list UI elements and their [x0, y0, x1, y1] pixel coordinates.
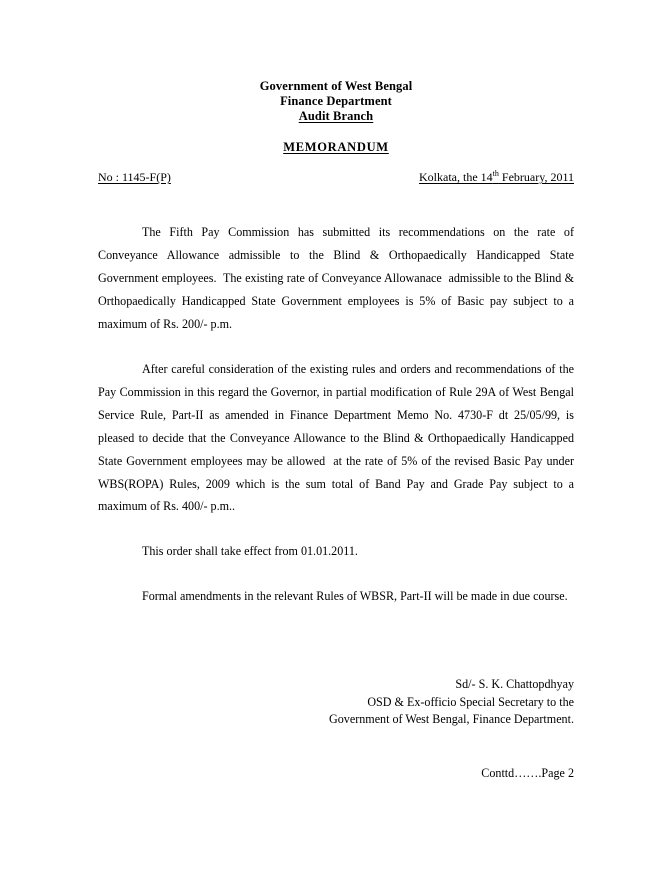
memo-place-and-date [419, 170, 574, 185]
page-footer [98, 766, 574, 781]
body-paragraph-2 [98, 358, 578, 518]
letterhead [0, 79, 672, 125]
letterhead-line-branch: Audit Branch [298, 109, 374, 124]
letterhead-line-government: Government of West Bengal [259, 79, 413, 93]
signatory-department: Government of West Bengal, Finance Department. [329, 712, 574, 726]
body-paragraph-3 [98, 540, 574, 563]
signature-block [98, 676, 574, 729]
paragraph-text: This order shall take effect from 01.01.2011. [142, 544, 358, 558]
subject-heading-container [0, 138, 672, 156]
signatory-name: Sd/- S. K. Chattopdhyay [455, 677, 574, 691]
signatory-designation: OSD & Ex-officio Special Secretary to the [367, 694, 574, 709]
reference-line [98, 170, 574, 185]
paragraph-text: The Fifth Pay Commission has submitted its recommendations on the rate of Conveyance Allowance admissible to the Blind & Orthopaedically Handicapped State Government employees. The existing rate of Conveyance Allowanace admissible to the Blind & Orthopaedically Handicapped State Government employees is 5% of Basic pay subject to a maximum of Rs. 200/- p.m. [98, 225, 578, 331]
memo-date-rest: February, 2011 [498, 170, 574, 184]
memo-date-prefix: Kolkata, the 14 [419, 170, 493, 184]
letterhead-line-department: Finance Department [280, 94, 392, 109]
memorandum-heading: MEMORANDUM [283, 140, 389, 154]
body-paragraph-1 [98, 221, 578, 336]
paragraph-text: After careful consideration of the existing rules and orders and recommendations of the Pay Commission in this regard the Governor, in partial modification of Rule 29A of West Bengal Service Rule, Part-II as amended in Finance Department Memo No. 4730-F dt 25/05/99, is pleased to decide that the Conveyance Allowance to the Blind & Orthopaedically Handicapped State Government employees may be allowed at the rate of 5% of the revised Basic Pay under WBS(ROPA) Rules, 2009 which is the sum total of Band Pay and Grade Pay subject to a maximum of Rs. 400/- p.m.. [98, 362, 578, 514]
continuation-note: Conttd…….Page 2 [481, 766, 574, 780]
memo-date-ordinal-suffix: th [492, 169, 499, 178]
memo-number: No : 1145-F(P) [98, 170, 171, 184]
body-paragraph-4 [98, 585, 574, 608]
paragraph-text: Formal amendments in the relevant Rules of WBSR, Part-II will be made in due course. [142, 589, 568, 603]
